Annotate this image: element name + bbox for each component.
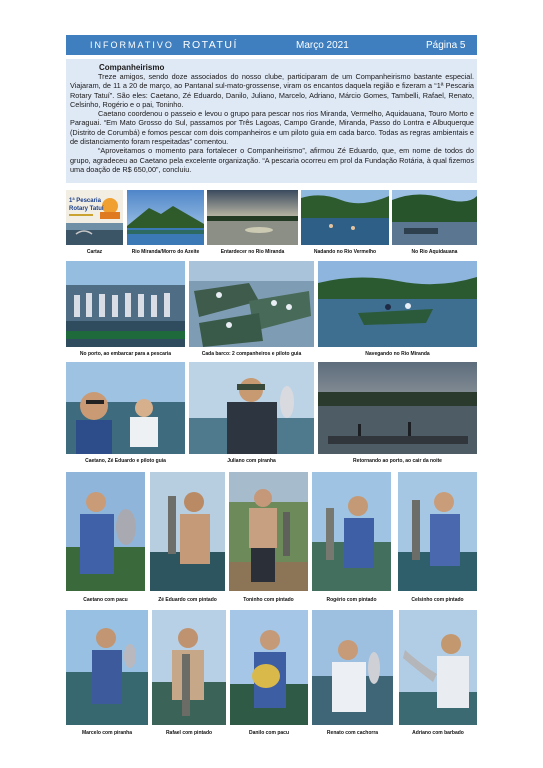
photo-caption: Adriano com barbado bbox=[412, 730, 464, 736]
article-body bbox=[70, 72, 474, 174]
photo-celsinho-pintado bbox=[398, 472, 477, 591]
photo-caption: Entardecer no Rio Miranda bbox=[220, 249, 285, 255]
photo-aquidauana bbox=[392, 190, 477, 245]
photo-caption: No porto, ao embarcar para a pescaria bbox=[79, 351, 172, 357]
photo-poster bbox=[66, 190, 123, 245]
article-paragraph: “Aproveitamos o momento para fortalecer o Companheirismo”, afirmou Zé Eduardo, que, em nome de todos do grupo, agradeceu ao Caetano pela excelente organização. “A pescaria ocorreu em prol da Fundação Rotária, à qual fizemos uma doação de R$ 650,00”, concluiu. bbox=[70, 146, 474, 174]
photo-ze-eduardo-pintado bbox=[150, 472, 225, 591]
club-name: ROTATUÍ bbox=[182, 39, 238, 51]
issue-date: Março 2021 bbox=[296, 39, 349, 51]
photo-caption: Rio Miranda/Morro do Azeite bbox=[131, 249, 200, 255]
poster-line1: 1ª Pescaria bbox=[69, 198, 101, 204]
photo-boats bbox=[189, 261, 314, 347]
photo-caption: Juliano com piranha bbox=[227, 458, 276, 464]
photo-caetano-ze-eduardo bbox=[66, 362, 185, 454]
photo-caption: Caetano com pacu bbox=[83, 597, 128, 603]
page-number: Página 5 bbox=[426, 39, 466, 51]
photo-caption: Renato com cachorra bbox=[326, 730, 379, 736]
photo-danilo-pacu bbox=[230, 610, 308, 725]
photo-caption: Cada barco: 2 companheiros e piloto guia bbox=[201, 351, 302, 357]
photo-toninho-pintado bbox=[229, 472, 308, 591]
photo-rogerio-pintado bbox=[312, 472, 391, 591]
photo-marcelo-piranha bbox=[66, 610, 148, 725]
newsletter-header bbox=[66, 35, 477, 55]
newsletter-name: INFORMATIVO ROTATUÍ bbox=[90, 39, 238, 51]
photo-caption: Nadando no Rio Vermelho bbox=[313, 249, 377, 255]
photo-adriano-barbado bbox=[399, 610, 477, 725]
photo-caption: Marcelo com piranha bbox=[81, 730, 132, 736]
photo-caption: Navegando no Rio Miranda bbox=[365, 351, 430, 357]
photo-caption: Danilo com pacu bbox=[248, 730, 289, 736]
article-paragraph: Caetano coordenou o passeio e levou o grupo para pescar nos rios Miranda, Vermelho, Aquidauana, Touro Morto e Paraguai. “Em Mato Grosso do Sul, passamos por Três Lagoas, Campo Grande, Miranda, Passo do Lontra e Albuquerque (Distrito de Corumbá) e fomos pescar com dois companheiros e um piloto guia em cada barco. Todas as regras ambientais e de distanciamento foram respeitadas” comentou. bbox=[70, 109, 474, 147]
photo-caption: Celsinho com pintado bbox=[411, 597, 464, 603]
photo-caption: No Rio Aquidauana bbox=[411, 249, 458, 255]
photo-caption: Retornando ao porto, ao cair da noite bbox=[353, 458, 442, 464]
photo-renato-cachorra bbox=[312, 610, 393, 725]
photo-caption: Rafael com pintado bbox=[165, 730, 213, 736]
photo-caption: Cartaz bbox=[86, 249, 103, 255]
photo-juliano-piranha bbox=[189, 362, 314, 454]
article-paragraph: Treze amigos, sendo doze associados do nosso clube, participaram de um Companheirismo bastante especial. Viajaram, de 11 a 20 de março, ao Pantanal sul-mato-grossense, viram os encantos daquela região e fizeram a “1ª Pescaria Rotary Tatuí”. São eles: Caetano, Zé Eduardo, Danilo, Juliano, Marcelo, Adriano, Márcio Gomes, Tambelli, Rafael, Renato, Celsinho, Rogério e o pai, Toninho. bbox=[70, 72, 474, 109]
poster-line2: Rotary Tatuí bbox=[69, 206, 104, 212]
photo-caetano-pacu bbox=[66, 472, 145, 591]
photo-returning-nightfall bbox=[318, 362, 477, 454]
photo-swimming-vermelho bbox=[301, 190, 389, 245]
photo-port-boarding bbox=[66, 261, 185, 347]
article-title: Companheirismo bbox=[99, 63, 165, 72]
photo-navigating-miranda bbox=[318, 261, 477, 347]
photo-caption: Rogério com pintado bbox=[326, 597, 377, 603]
photo-rafael-pintado bbox=[152, 610, 226, 725]
photo-sunset-miranda bbox=[207, 190, 298, 245]
photo-caption: Caetano, Zé Eduardo e piloto guia bbox=[85, 458, 166, 464]
photo-caption: Toninho com pintado bbox=[243, 597, 294, 603]
photo-caption: Zé Eduardo com pintado bbox=[158, 597, 217, 603]
photo-morro-do-azeite bbox=[127, 190, 204, 245]
article-box bbox=[66, 59, 477, 183]
